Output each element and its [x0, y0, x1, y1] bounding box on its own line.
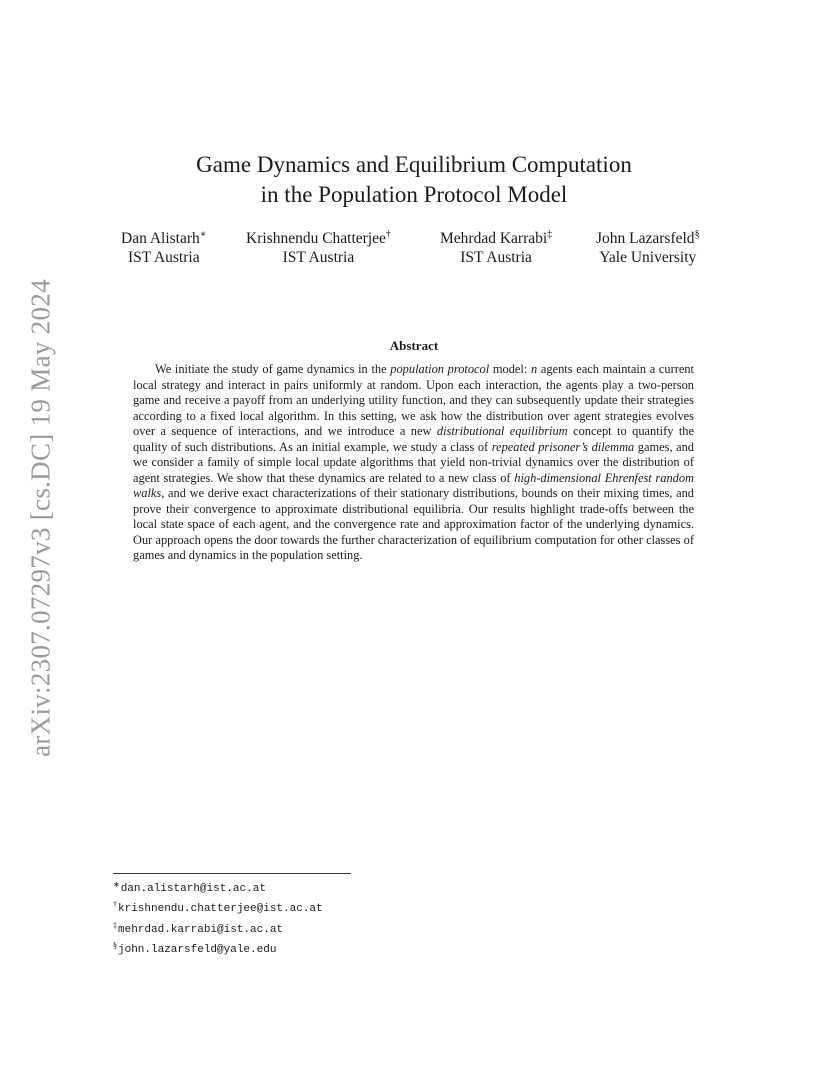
- footnote-mark: §: [113, 940, 117, 950]
- footnote-email[interactable]: john.lazarsfeld@yale.edu: [118, 943, 277, 956]
- footnote-email-chatterjee: [113, 897, 323, 917]
- abstract-italic-term: repeated prisoner’s dilemma: [491, 439, 635, 454]
- paper-title: [0, 150, 828, 210]
- footnote-email-alistarh: [113, 877, 323, 897]
- abstract-text-run: We initiate the study of game dynamics in the: [155, 362, 391, 376]
- author-affiliation: IST Austria: [282, 249, 355, 266]
- abstract-text-run: , and we derive exact characterizations of their stationary distributions, bounds on their mixing times, and prove their convergence to approximate distributional equilibria. Our results highlight trade-offs between the local state space of each agent, and the convergence rate and approximation factor of the underlying dynamics. Our approach opens the door towards the further characterization of equilibrium computation for other classes of games and dynamics in the population setting.: [133, 486, 694, 562]
- abstract-italic-term: high-dimensional Ehrenfest random walks: [133, 470, 694, 500]
- footnote-mark: ∗: [113, 880, 120, 889]
- author-block: [0, 229, 828, 269]
- author-alistarh: [121, 229, 207, 267]
- author-affiliation: IST Austria: [127, 249, 200, 266]
- abstract-math-variable: n: [531, 362, 538, 376]
- abstract-text-run: concept to quantify the quality of such distributions. As an initial example, we study a class of: [133, 424, 694, 454]
- author-chatterjee: [246, 229, 391, 267]
- author-footnote-mark: ‡: [547, 228, 553, 240]
- author-affiliation: IST Austria: [460, 249, 532, 266]
- abstract-text: [133, 362, 694, 564]
- footnote-divider: [113, 873, 351, 874]
- author-name: Dan Alistarh: [121, 230, 200, 247]
- abstract-text-run: games, and we consider a family of simple local update algorithms that yield non-trivial dynamics over the distribution of agent strategies. We show that these dynamics are related to a new class of: [133, 439, 694, 485]
- footnote-email[interactable]: dan.alistarh@ist.ac.at: [120, 883, 266, 895]
- author-name: John Lazarsfeld: [596, 230, 695, 247]
- footnote-email-karrabi: [113, 918, 323, 938]
- title-line-1: Game Dynamics and Equilibrium Computation: [196, 152, 632, 177]
- author-name: Krishnendu Chatterjee: [246, 230, 386, 247]
- footnote-email-lazarsfeld: [113, 938, 323, 958]
- footnote-email[interactable]: krishnendu.chatterjee@ist.ac.at: [118, 903, 323, 916]
- abstract-italic-term: distributional equilibrium: [436, 424, 568, 438]
- arxiv-identifier: arXiv:2307.07297v3 [cs.DC] 19 May 2024: [25, 278, 56, 757]
- abstract-text-run: model:: [489, 362, 532, 376]
- author-karrabi: [440, 229, 552, 267]
- author-footnote-mark: §: [694, 228, 700, 240]
- title-line-2: in the Population Protocol Model: [260, 182, 568, 207]
- abstract-heading: Abstract: [389, 338, 439, 353]
- footnotes: [113, 877, 323, 958]
- author-lazarsfeld: [596, 229, 700, 267]
- abstract-text-run: agents each maintain a current local strategy and interact in pairs uniformly at random. Upon each interaction, the agents play a two-person game and receive a payoff from an underlying utility function, and they can subsequently update their strategies according to a fixed local algorithm. In this setting, we ask how the distribution over agent strategies evolves over a sequence of interactions, and we introduce a new: [133, 362, 694, 438]
- author-name: Mehrdad Karrabi: [440, 230, 548, 247]
- author-footnote-mark: ∗: [199, 228, 207, 240]
- footnote-mark: †: [113, 900, 117, 910]
- author-affiliation: Yale University: [599, 249, 697, 266]
- footnote-mark: ‡: [113, 920, 117, 930]
- footnote-email[interactable]: mehrdad.karrabi@ist.ac.at: [118, 923, 284, 936]
- abstract-italic-term: population protocol: [390, 362, 490, 376]
- author-footnote-mark: †: [385, 228, 391, 240]
